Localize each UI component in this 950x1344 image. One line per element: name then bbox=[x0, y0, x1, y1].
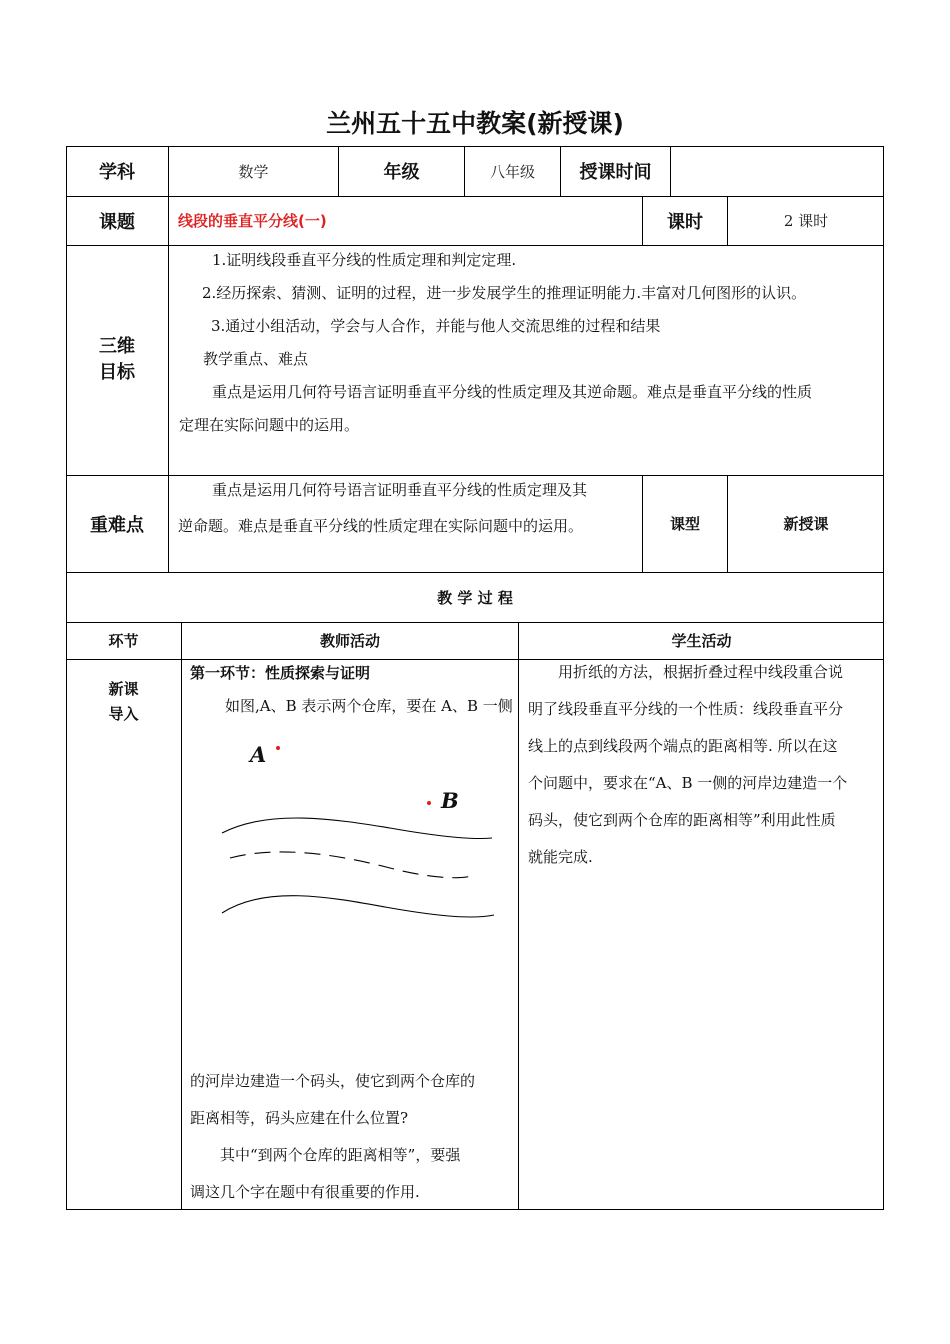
stage-label-line2: 导入 bbox=[108, 705, 139, 723]
river-centerline bbox=[230, 852, 472, 878]
stage-label-line1: 新课 bbox=[108, 680, 139, 698]
col-divider bbox=[168, 475, 169, 572]
teacher-line: 距离相等，码头应建在什么位置? bbox=[190, 1109, 409, 1127]
stage-label bbox=[66, 677, 181, 727]
teacher-question bbox=[190, 1063, 514, 1211]
col-divider bbox=[168, 245, 169, 475]
teacher-intro: 如图,A、B 表示两个仓库，要在 A、B 一侧 bbox=[225, 697, 513, 715]
goal-line: 2.经历探索、猜测、证明的过程，进一步发展学生的推理证明能力.丰富对几何图形的认识。 bbox=[202, 284, 807, 302]
key-line: 重点是运用几何符号语言证明垂直平分线的性质定理及其 bbox=[212, 481, 588, 499]
hours-value: 2 课时 bbox=[783, 212, 829, 230]
student-line: 用折纸的方法，根据折叠过程中线段重合说 bbox=[558, 663, 844, 681]
point-a-dot bbox=[276, 746, 280, 750]
key-line: 逆命题。难点是垂直平分线的性质定理在实际问题中的运用。 bbox=[178, 517, 584, 535]
grade-value: 八年级 bbox=[489, 162, 535, 181]
student-line: 明了线段垂直平分线的一个性质：线段垂直平分 bbox=[528, 700, 844, 718]
goal-line: 重点是运用几何符号语言证明垂直平分线的性质定理及其逆命题。难点是垂直平分线的性质 bbox=[212, 383, 813, 401]
goal-line: 定理在实际问题中的运用。 bbox=[179, 416, 360, 434]
point-b-dot bbox=[427, 801, 431, 805]
goal-subheading: 教学重点、难点 bbox=[203, 350, 309, 368]
lesson-type-label: 课型 bbox=[669, 515, 700, 533]
goal-line: 1.证明线段垂直平分线的性质定理和判定定理. bbox=[212, 251, 517, 269]
goals-text bbox=[176, 244, 880, 442]
point-b-label: B bbox=[441, 788, 459, 813]
lesson-type-value: 新授课 bbox=[783, 515, 829, 533]
teacher-line: 调这几个字在题中有很重要的作用. bbox=[190, 1183, 420, 1201]
key-points-label: 重难点 bbox=[90, 514, 144, 536]
goals-label-line1: 三维 bbox=[99, 336, 135, 357]
subject-label: 学科 bbox=[99, 162, 135, 183]
hours-label: 课时 bbox=[667, 211, 703, 233]
subject-value: 数学 bbox=[238, 162, 269, 181]
point-a-label: A bbox=[250, 742, 267, 767]
warehouse-river-figure bbox=[200, 730, 510, 930]
goal-line: 3.通过小组活动，学会与人合作，并能与他人交流思维的过程和结果 bbox=[211, 317, 661, 335]
goals-label bbox=[66, 245, 168, 475]
class-time-value[interactable] bbox=[671, 146, 884, 196]
col-student-header: 学生活动 bbox=[671, 632, 732, 650]
teacher-section-heading: 第一环节：性质探索与证明 bbox=[190, 664, 371, 682]
goals-label-line2: 目标 bbox=[99, 362, 135, 383]
col-stage-header: 环节 bbox=[108, 632, 139, 650]
river-bank-lower bbox=[222, 896, 494, 917]
page-title: 兰州五十五中教案(新授课) bbox=[326, 109, 624, 138]
process-heading: 教 学 过 程 bbox=[437, 588, 513, 607]
class-time-label: 授课时间 bbox=[579, 162, 652, 183]
col-divider bbox=[168, 196, 169, 245]
student-line: 个问题中，要求在“A、B 一侧的河岸边建造一个 bbox=[528, 774, 848, 792]
col-divider bbox=[181, 622, 182, 1210]
topic-label: 课题 bbox=[99, 211, 135, 233]
key-points-text bbox=[176, 472, 638, 544]
teacher-line: 的河岸边建造一个码头，使它到两个仓库的 bbox=[190, 1072, 476, 1090]
topic-value: 线段的垂直平分线(一) bbox=[178, 212, 327, 230]
col-teacher-header: 教师活动 bbox=[319, 632, 380, 650]
river-bank-upper bbox=[222, 818, 492, 839]
student-line: 线上的点到线段两个端点的距离相等. 所以在这 bbox=[528, 737, 838, 755]
student-line: 就能完成. bbox=[528, 848, 593, 866]
student-activity-text bbox=[528, 654, 880, 876]
student-line: 码头，使它到两个仓库的距离相等”利用此性质 bbox=[528, 811, 836, 829]
col-divider bbox=[518, 622, 519, 1210]
teacher-line: 其中“到两个仓库的距离相等”，要强 bbox=[220, 1146, 461, 1164]
grade-label: 年级 bbox=[383, 162, 420, 183]
